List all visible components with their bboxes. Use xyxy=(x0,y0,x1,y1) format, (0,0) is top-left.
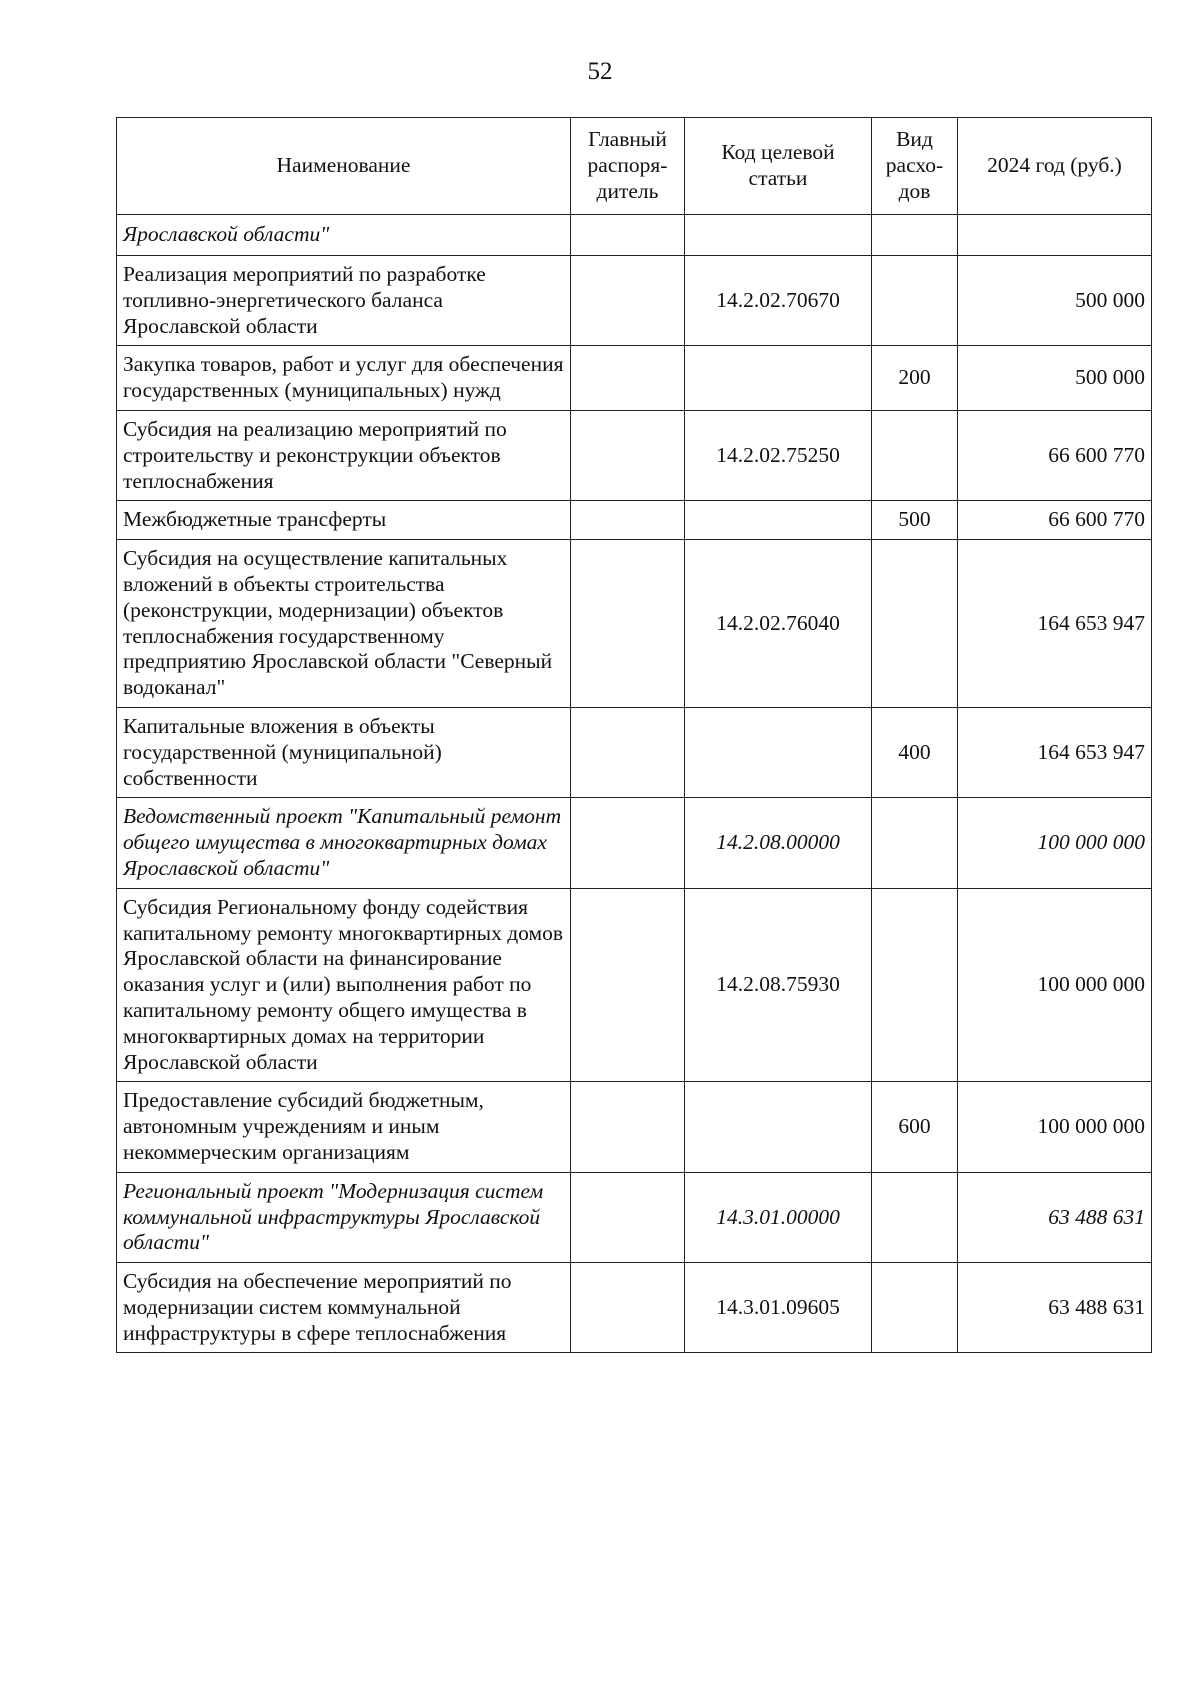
cell-amount: 500 000 xyxy=(958,346,1152,411)
header-amount: 2024 год (руб.) xyxy=(958,118,1152,215)
cell-name: Капитальные вложения в объекты государственной (муниципальной) собственности xyxy=(117,707,571,797)
header-code: Код целевой статьи xyxy=(685,118,872,215)
cell-name: Ведомственный проект "Капитальный ремонт общего имущества в многоквартирных домах Ярославской области" xyxy=(117,798,571,888)
cell-chief xyxy=(571,1263,685,1353)
cell-amount: 100 000 000 xyxy=(958,888,1152,1082)
table-body xyxy=(117,215,1152,1353)
cell-chief xyxy=(571,888,685,1082)
cell-chief xyxy=(571,798,685,888)
cell-code: 14.3.01.09605 xyxy=(685,1263,872,1353)
table-row xyxy=(117,707,1152,797)
table-row xyxy=(117,540,1152,708)
cell-name: Субсидия на обеспечение мероприятий по модернизации систем коммунальной инфраструктуры в сфере теплоснабжения xyxy=(117,1263,571,1353)
cell-name: Субсидия на реализацию мероприятий по строительству и реконструкции объектов теплоснабжения xyxy=(117,410,571,500)
cell-kind xyxy=(872,798,958,888)
cell-chief xyxy=(571,1082,685,1172)
table-row xyxy=(117,1263,1152,1353)
cell-code xyxy=(685,346,872,411)
header-row xyxy=(117,118,1152,215)
cell-kind: 500 xyxy=(872,501,958,540)
cell-chief xyxy=(571,346,685,411)
cell-amount: 63 488 631 xyxy=(958,1172,1152,1262)
cell-amount: 164 653 947 xyxy=(958,540,1152,708)
table-header xyxy=(117,118,1152,215)
cell-kind xyxy=(872,410,958,500)
cell-amount: 66 600 770 xyxy=(958,501,1152,540)
cell-amount: 164 653 947 xyxy=(958,707,1152,797)
table-row xyxy=(117,798,1152,888)
cell-kind: 600 xyxy=(872,1082,958,1172)
cell-code xyxy=(685,501,872,540)
cell-code: 14.2.02.70670 xyxy=(685,256,872,346)
cell-kind xyxy=(872,540,958,708)
cell-chief xyxy=(571,501,685,540)
cell-amount: 500 000 xyxy=(958,256,1152,346)
cell-code: 14.2.08.00000 xyxy=(685,798,872,888)
cell-chief xyxy=(571,410,685,500)
cell-name: Субсидия на осуществление капитальных вложений в объекты строительства (реконструкции, модернизации) объектов теплоснабжения государственному предприятию Ярославской области "Северный водоканал" xyxy=(117,540,571,708)
cell-code: 14.3.01.00000 xyxy=(685,1172,872,1262)
cell-code: 14.2.02.76040 xyxy=(685,540,872,708)
cell-kind xyxy=(872,1263,958,1353)
cell-name: Закупка товаров, работ и услуг для обеспечения государственных (муниципальных) нужд xyxy=(117,346,571,411)
cell-kind: 400 xyxy=(872,707,958,797)
cell-amount: 66 600 770 xyxy=(958,410,1152,500)
table-row xyxy=(117,888,1152,1082)
table-row xyxy=(117,215,1152,256)
header-name: Наименование xyxy=(117,118,571,215)
cell-name: Региональный проект "Модернизация систем коммунальной инфраструктуры Ярославской области" xyxy=(117,1172,571,1262)
table-row xyxy=(117,346,1152,411)
cell-chief xyxy=(571,707,685,797)
cell-name: Ярославской области" xyxy=(117,215,571,256)
table-row xyxy=(117,1172,1152,1262)
cell-kind: 200 xyxy=(872,346,958,411)
table-row xyxy=(117,256,1152,346)
page-number: 52 xyxy=(587,58,613,85)
cell-chief xyxy=(571,215,685,256)
cell-name: Межбюджетные трансферты xyxy=(117,501,571,540)
table-row xyxy=(117,410,1152,500)
cell-code xyxy=(685,1082,872,1172)
cell-name: Субсидия Региональному фонду содействия капитальному ремонту многоквартирных домов Ярославской области на финансирование оказания услуг и (или) выполнения работ по капитальному ремонту общего имущества в многоквартирных домах на территории Ярославской области xyxy=(117,888,571,1082)
header-kind: Вид расхо-дов xyxy=(872,118,958,215)
cell-code xyxy=(685,215,872,256)
cell-amount xyxy=(958,215,1152,256)
table-row xyxy=(117,1082,1152,1172)
header-chief: Главный распоря-дитель xyxy=(571,118,685,215)
cell-name: Предоставление субсидий бюджетным, автономным учреждениям и иным некоммерческим организациям xyxy=(117,1082,571,1172)
cell-kind xyxy=(872,256,958,346)
cell-amount: 63 488 631 xyxy=(958,1263,1152,1353)
cell-name: Реализация мероприятий по разработке топливно-энергетического баланса Ярославской области xyxy=(117,256,571,346)
cell-code: 14.2.08.75930 xyxy=(685,888,872,1082)
cell-code xyxy=(685,707,872,797)
cell-chief xyxy=(571,256,685,346)
cell-kind xyxy=(872,888,958,1082)
cell-kind xyxy=(872,1172,958,1262)
table-row xyxy=(117,501,1152,540)
cell-code: 14.2.02.75250 xyxy=(685,410,872,500)
cell-chief xyxy=(571,540,685,708)
cell-amount: 100 000 000 xyxy=(958,1082,1152,1172)
budget-table xyxy=(116,117,1152,1353)
cell-chief xyxy=(571,1172,685,1262)
cell-amount: 100 000 000 xyxy=(958,798,1152,888)
cell-kind xyxy=(872,215,958,256)
